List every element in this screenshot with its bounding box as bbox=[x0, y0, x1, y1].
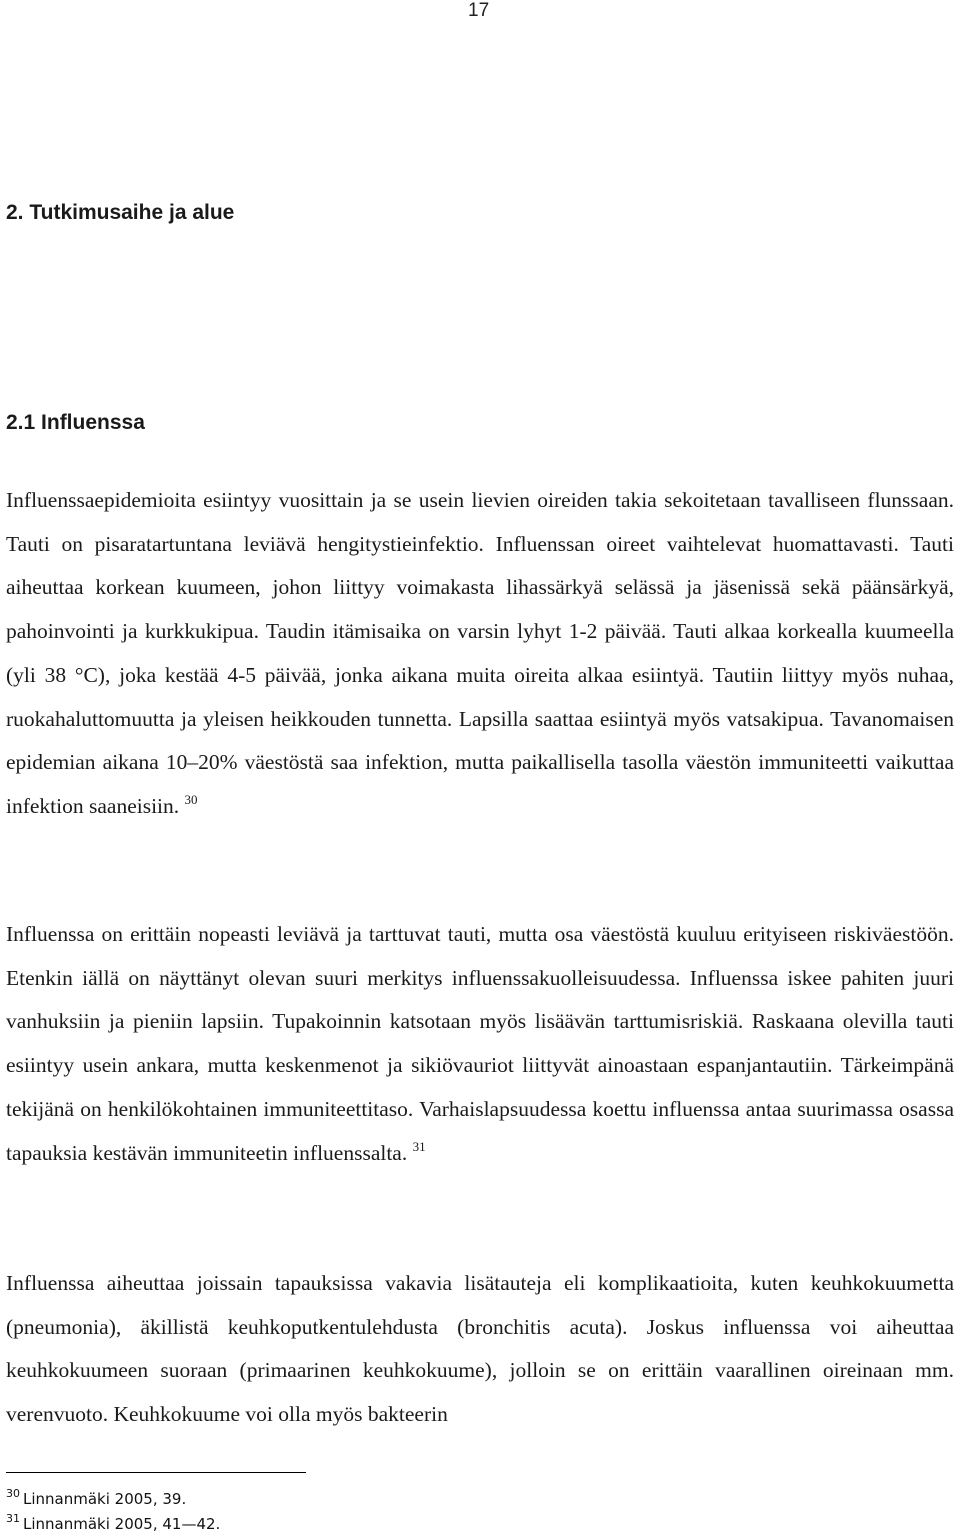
footnote-text: Linnanmäki 2005, 41—42. bbox=[23, 1515, 221, 1533]
paragraph-3 bbox=[6, 1262, 954, 1437]
footnote-ref-31[interactable]: 31 bbox=[412, 1138, 426, 1154]
paragraph-1 bbox=[6, 479, 954, 829]
subsection-heading: 2.1 Influenssa bbox=[6, 411, 145, 434]
footnote-text: Linnanmäki 2005, 39. bbox=[23, 1490, 187, 1508]
footnote-ref-30[interactable]: 30 bbox=[184, 791, 198, 807]
footnote-number: 30 bbox=[6, 1487, 20, 1500]
paragraph-3-text: Influenssa aiheuttaa joissain tapauksissa vakavia lisätauteja eli komplikaatioita, kuten keuhkokuumetta (pneumonia), äkillistä keuhkoputkentulehdusta (bronchitis acuta). Joskus influenssa voi aiheuttaa keuhkokuumeen suoraan (primaarinen keuhkokuume), jolloin se on erittäin vaarallinen oireinaan mm. verenvuoto. Keuhkokuume voi olla myös bakteerin bbox=[6, 1271, 954, 1427]
page-number: 17 bbox=[468, 0, 490, 21]
footnote-number: 31 bbox=[6, 1512, 20, 1525]
paragraph-2-text: Influenssa on erittäin nopeasti leviävä ja tarttuvat tauti, mutta osa väestöstä kuuluu erityiseen riskiväestöön. Etenkin iällä on näyttänyt olevan suuri merkitys influenssakuolleisuudessa. Influenssa iskee pahiten juuri vanhuksiin ja pieniin lapsiin. Tupakoinnin katsotaan myös lisäävän tarttumisriskiä. Raskaana olevilla tauti esiintyy usein ankara, mutta keskenmenot ja sikiövauriot liittyvät ainoastaan espanjantautiin. Tärkeimpänä tekijänä on henkilökohtainen immuniteettitaso. Varhaislapsuudessa koettu influenssa antaa suurimassa osassa tapauksia kestävän immuniteetin influenssalta. bbox=[6, 922, 954, 1165]
paragraph-1-text: Influenssaepidemioita esiintyy vuosittain ja se usein lievien oireiden takia sekoitetaan tavalliseen flunssaan. Tauti on pisaratartuntana leviävä hengitystieinfektio. Influenssan oireet vaihtelevat huomattavasti. Tauti aiheuttaa korkean kuumeen, johon liittyy voimakasta lihassärkyä selässä ja jäsenissä sekä päänsärkyä, pahoinvointi ja kurkkukipua. Taudin itämisaika on varsin lyhyt 1-2 päivää. Tauti alkaa korkealla kuumeella (yli 38 °C), joka kestää 4-5 päivää, jonka aikana muita oireita alkaa esiintyä. Tautiin liittyy myös nuhaa, ruokahaluttomuutta ja yleisen heikkouden tunnetta. Lapsilla saattaa esiintyä myös vatsakipua. Tavanomaisen epidemian aikana 10–20% väestöstä saa infektion, mutta paikallisella tasolla väestön immuniteetti vaikuttaa infektion saaneisiin. bbox=[6, 488, 954, 818]
footnote-divider bbox=[6, 1472, 306, 1473]
footnote-30 bbox=[6, 1487, 187, 1508]
section-heading: 2. Tutkimusaihe ja alue bbox=[6, 201, 235, 224]
paragraph-2 bbox=[6, 913, 954, 1175]
footnote-31 bbox=[6, 1512, 221, 1533]
